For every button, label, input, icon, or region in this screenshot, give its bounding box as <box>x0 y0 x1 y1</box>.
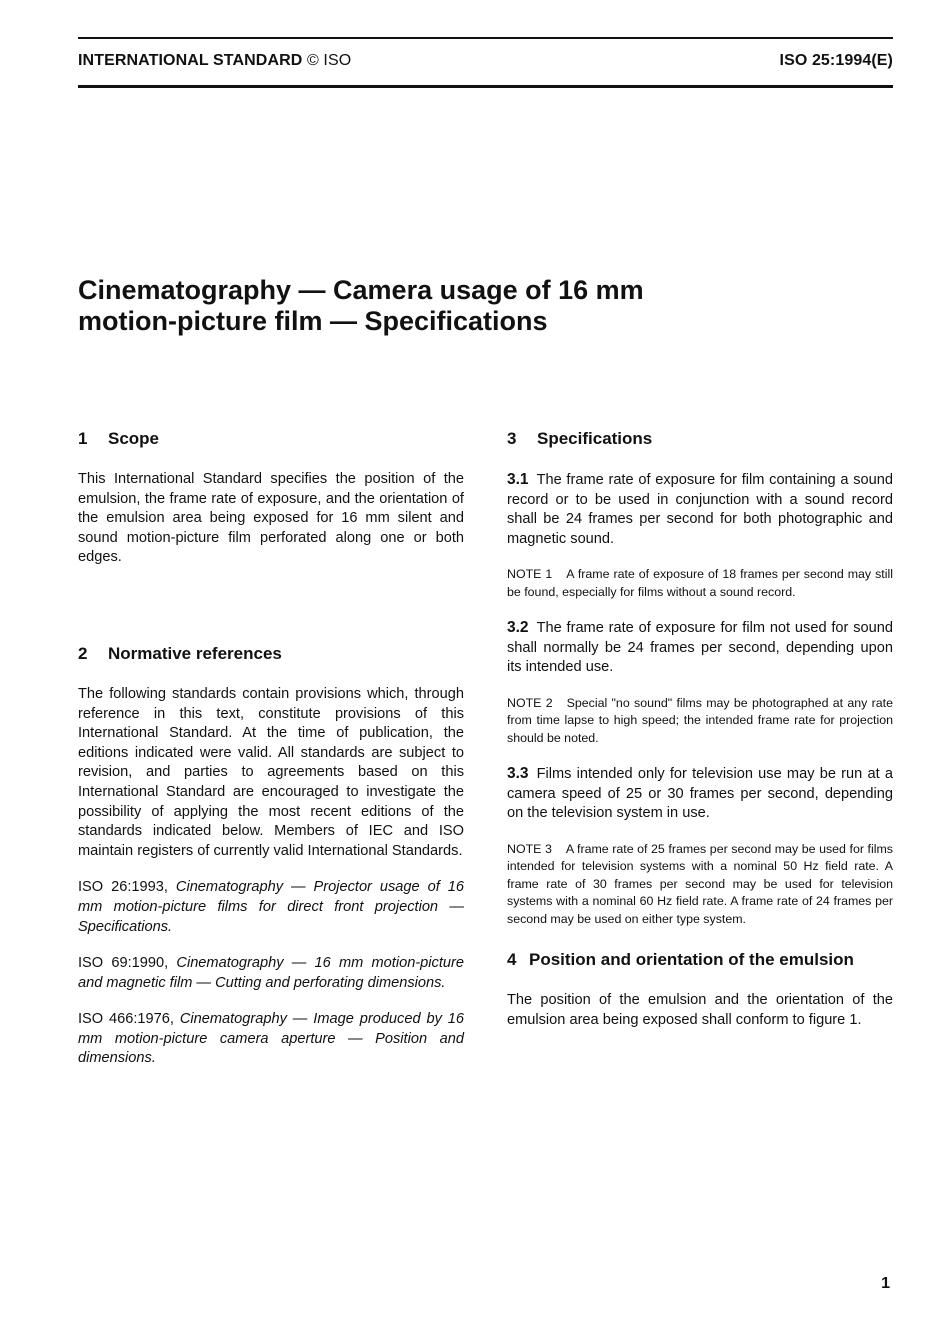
clause-3-2 <box>507 618 893 678</box>
position-paragraph: The position of the emulsion and the orientation of the emulsion area being exposed shall conform to figure 1. <box>507 992 893 1028</box>
reference-code: ISO 466:1976, <box>78 1011 174 1028</box>
reference-title: Cinematography — 16 mm motion-picture and magnetic film — Cutting and perforating dimensions. <box>78 955 464 991</box>
reference-item <box>78 878 464 937</box>
clause-text: The frame rate of exposure for film not used for sound shall normally be 24 frames per second, depending upon its intended use. <box>507 620 893 676</box>
note-text: Special "no sound" films may be photographed at any rate from time lapse to high speed; the intended frame rate for projection should be noted. <box>507 695 893 745</box>
note-label: NOTE 3 <box>507 841 552 856</box>
section-heading-normative-references <box>78 643 464 665</box>
header-standard-title: INTERNATIONAL STANDARD <box>78 52 303 69</box>
note-1 <box>507 566 893 601</box>
header-copyright: © ISO <box>306 52 352 69</box>
reference-title: Cinematography — Projector usage of 16 mm motion-picture films for direct front projection — Specifications. <box>78 879 464 935</box>
section-heading-scope <box>78 428 464 450</box>
reference-item <box>78 1010 464 1069</box>
note-text: A frame rate of exposure of 18 frames per second may still be found, especially for films without a sound record. <box>507 567 893 599</box>
section-number: 4 <box>507 950 517 969</box>
clause-3-3 <box>507 764 893 824</box>
scope-paragraph: This International Standard specifies the position of the emulsion, the frame rate of exposure, and the orientation of the emulsion area being exposed for 16 mm silent and sound motion-picture film perforated along one or both edges. <box>78 471 464 566</box>
reference-code: ISO 69:1990, <box>78 955 169 972</box>
section-number: 3 <box>507 429 517 448</box>
section-title: Scope <box>108 429 160 448</box>
title-line-1: Cinematography — Camera usage of 16 mm <box>78 275 644 305</box>
clause-number: 3.3 <box>507 765 529 783</box>
reference-title: Cinematography — Image produced by 16 mm motion-picture camera aperture — Position and dimensions. <box>78 1011 464 1067</box>
right-column <box>507 428 893 1047</box>
clause-number: 3.1 <box>507 471 529 488</box>
title-line-2: motion-picture film — Specifications <box>78 306 548 336</box>
section-heading-specifications <box>507 428 893 450</box>
reference-item <box>78 954 464 993</box>
section-title: Specifications <box>537 429 653 448</box>
note-label: NOTE 2 <box>507 695 553 710</box>
header-top-rule <box>78 37 893 39</box>
clause-number: 3.2 <box>507 619 529 637</box>
section-heading-position-orientation <box>507 949 893 971</box>
section-number: 2 <box>78 643 88 663</box>
section-title: Normative references <box>108 643 282 663</box>
header-bottom-rule <box>78 85 893 88</box>
header-document-id: ISO 25:1994(E) <box>779 52 893 69</box>
clause-text: The frame rate of exposure for film containing a sound record or to be used in conjunction with a sound record shall be 24 frames per second for both photographic and magnetic sound. <box>507 472 893 547</box>
note-3 <box>507 841 893 928</box>
left-column <box>78 428 464 1086</box>
clause-text: Films intended only for television use may be run at a camera speed of 25 or 30 frames per second, depending on the television system in use. <box>507 766 893 822</box>
document-title <box>78 275 838 337</box>
section-title: Position and orientation of the emulsion <box>529 950 854 969</box>
note-label: NOTE 1 <box>507 567 553 582</box>
note-2 <box>507 695 893 747</box>
normative-references-paragraph: The following standards contain provisions which, through reference in this text, constitute provisions of this International Standard. At the time of publication, the editions indicated were valid. All standards are subject to revision, and parties to agreements based on this International Standard are encouraged to investigate the possibility of applying the most recent editions of the standards indicated below. Members of IEC and ISO maintain registers of currently valid International Standards. <box>78 685 464 859</box>
section-number: 1 <box>78 429 88 448</box>
note-text: A frame rate of 25 frames per second may be used for films intended for television systems with a nominal 50 Hz field rate. A frame rate of 30 frames per second may be used for television systems with a nominal 60 Hz field rate. A frame rate of 24 frames per second may be used on either type system. <box>507 841 893 926</box>
header-standard-label <box>78 52 351 70</box>
clause-3-1 <box>507 470 893 549</box>
page-number: 1 <box>881 1275 890 1292</box>
reference-code: ISO 26:1993, <box>78 879 168 896</box>
